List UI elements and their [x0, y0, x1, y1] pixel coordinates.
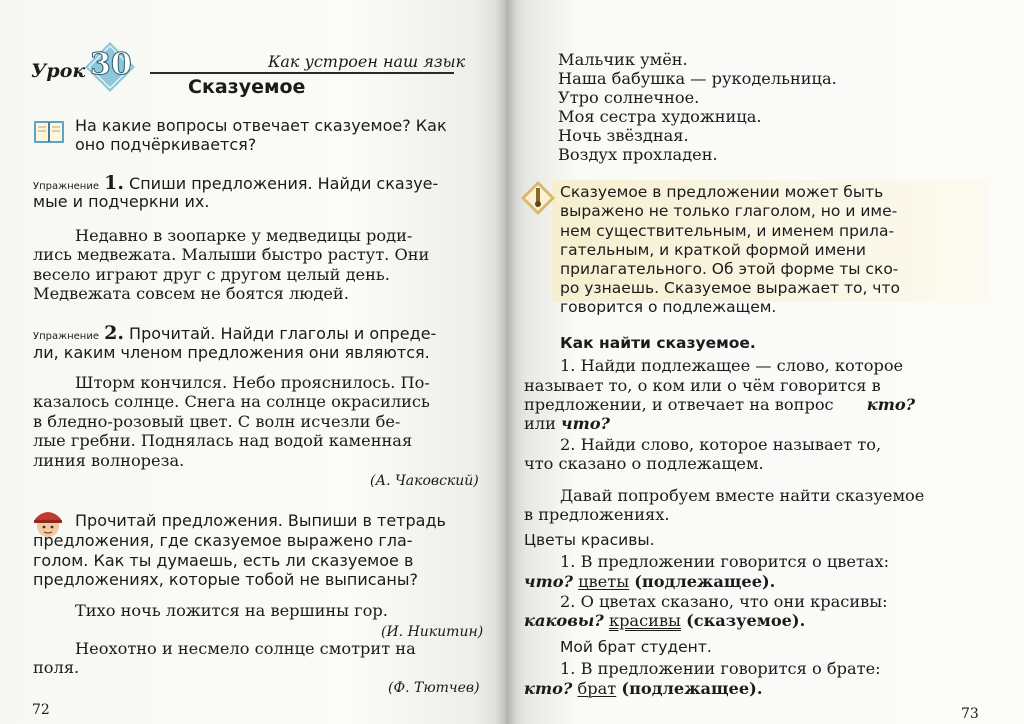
howto-step: 1. Найди подлежащее — слово, которое	[560, 356, 904, 375]
howto-step: называет то, о ком или о чём говорится в	[524, 376, 881, 395]
example-step: 2. О цветах сказано, что они красивы:	[560, 592, 888, 611]
task-line: предложениях, которые тобой не выписаны?	[33, 570, 418, 589]
rule-line: прилагательного. Об этой форме ты ско-	[560, 260, 899, 278]
exercise-text-line: Медвежата совсем не боятся людей.	[33, 284, 349, 303]
book-icon	[33, 118, 65, 146]
exercise-1-heading	[33, 172, 438, 194]
example-step: 1. В предложении говорится о брате:	[560, 659, 881, 678]
task-line: Прочитай предложения. Выпиши в тетрадь	[75, 511, 446, 530]
role-label: (сказуемое).	[686, 611, 806, 630]
exercise-task: Спиши предложения. Найди сказуе-	[129, 174, 439, 193]
book-gutter	[495, 0, 517, 724]
example-step	[524, 572, 775, 591]
page-number-right: 73	[961, 706, 979, 722]
poem-quote: Тихо ночь ложится на вершины гор.	[75, 601, 388, 620]
sentence: Утро солнечное.	[558, 88, 700, 107]
lesson-number: 30	[90, 47, 132, 82]
subject-word: брат	[577, 679, 617, 698]
poem-quote: поля.	[33, 658, 80, 677]
sentence: Ночь звёздная.	[558, 126, 689, 145]
howto-step: что сказано о подлежащем.	[524, 454, 764, 473]
example-step	[524, 611, 805, 630]
exercise-label: Упражнение	[33, 181, 99, 192]
exercise-text-line: в бледно-розовый цвет. С волн исчезли бе-	[33, 412, 401, 431]
question-word: каковы?	[524, 611, 604, 630]
example-sentence: Мой брат студент.	[560, 638, 712, 656]
example-step	[524, 679, 762, 698]
header-rule	[150, 72, 454, 74]
exercise-text-line: Недавно в зоопарке у медведицы роди-	[75, 226, 413, 245]
exercise-text-line: весело играют друг с другом целый день.	[33, 265, 390, 284]
role-label: (подлежащее).	[621, 679, 763, 698]
lesson-word: Урок	[31, 60, 86, 82]
task-line: предложения, где сказуемое выражено гла-	[33, 531, 413, 550]
example-sentence: Цветы красивы.	[524, 531, 655, 549]
intro-question-line: оно подчёркивается?	[75, 135, 257, 154]
howto-step-text: или	[524, 414, 556, 433]
howto-step	[524, 395, 915, 414]
question-word: что?	[524, 572, 573, 591]
role-label: (подлежащее).	[634, 572, 776, 591]
rule-line: выражено не только глаголом, но и име-	[560, 202, 898, 220]
example-step: 1. В предложении говорится о цветах:	[560, 552, 890, 571]
try-text: Давай попробуем вместе найти сказуемое	[560, 486, 925, 505]
exercise-number: 1.	[104, 172, 124, 194]
sentence: Моя сестра художница.	[558, 107, 762, 126]
subject-word: цветы	[578, 572, 630, 591]
sentence: Мальчик умён.	[558, 50, 688, 69]
rule-line: гательным, и краткой формой имени	[560, 241, 867, 259]
exercise-text-line: линия волнореза.	[33, 451, 185, 470]
exercise-text-line: лись медвежата. Малыши быстро растут. Они	[33, 245, 430, 264]
task-line: голом. Как ты думаешь, есть ли сказуемое в	[33, 551, 414, 570]
sentence: Воздух прохладен.	[558, 145, 718, 164]
author-attribution: (И. Никитин)	[381, 624, 484, 640]
rule-line: ро узнаешь. Сказуемое выражает то, что	[560, 279, 900, 297]
howto-title: Как найти сказуемое.	[560, 334, 756, 352]
predicate-word: красивы	[608, 611, 681, 630]
exercise-number: 2.	[104, 322, 124, 344]
intro-question-line: На какие вопросы отвечает сказуемое? Как	[75, 116, 447, 135]
rule-line: Сказуемое в предложении может быть	[560, 183, 884, 201]
howto-step-text: предложении, и отвечает на вопрос	[524, 395, 834, 414]
exercise-text-line: Шторм кончился. Небо прояснилось. По-	[75, 373, 430, 392]
exercise-task: мые и подчеркни их.	[33, 192, 210, 211]
lesson-title: Сказуемое	[188, 76, 306, 98]
section-title: Как устроен наш язык	[268, 52, 466, 71]
exercise-text-line: казалось солнце. Снега на солнце окрасились	[33, 392, 430, 411]
exercise-label: Упражнение	[33, 331, 99, 342]
exercise-text-line: лые гребни. Поднялась над водой каменная	[33, 431, 413, 450]
author-attribution: (А. Чаковский)	[370, 473, 479, 489]
author-attribution: (Ф. Тютчев)	[388, 680, 480, 696]
howto-step	[524, 414, 610, 433]
exercise-task: Прочитай. Найди глаголы и опреде-	[129, 324, 437, 343]
rule-pen-icon	[520, 180, 556, 216]
question-word: кто?	[866, 395, 916, 414]
exercise-task: ли, каким членом предложения они являются.	[33, 343, 430, 362]
sentence: Наша бабушка — рукодельница.	[558, 69, 837, 88]
try-text: в предложениях.	[524, 505, 670, 524]
howto-step: 2. Найди слово, которое называет то,	[560, 435, 882, 454]
rule-line: говорится о подлежащем.	[560, 298, 777, 316]
poem-quote: Неохотно и несмело солнце смотрит на	[75, 639, 416, 658]
question-word: кто?	[524, 679, 573, 698]
question-word: что?	[561, 414, 611, 433]
rule-line: нем существительным, и именем прила-	[560, 222, 895, 240]
exercise-2-heading	[33, 322, 436, 344]
page-number-left: 72	[32, 702, 50, 718]
